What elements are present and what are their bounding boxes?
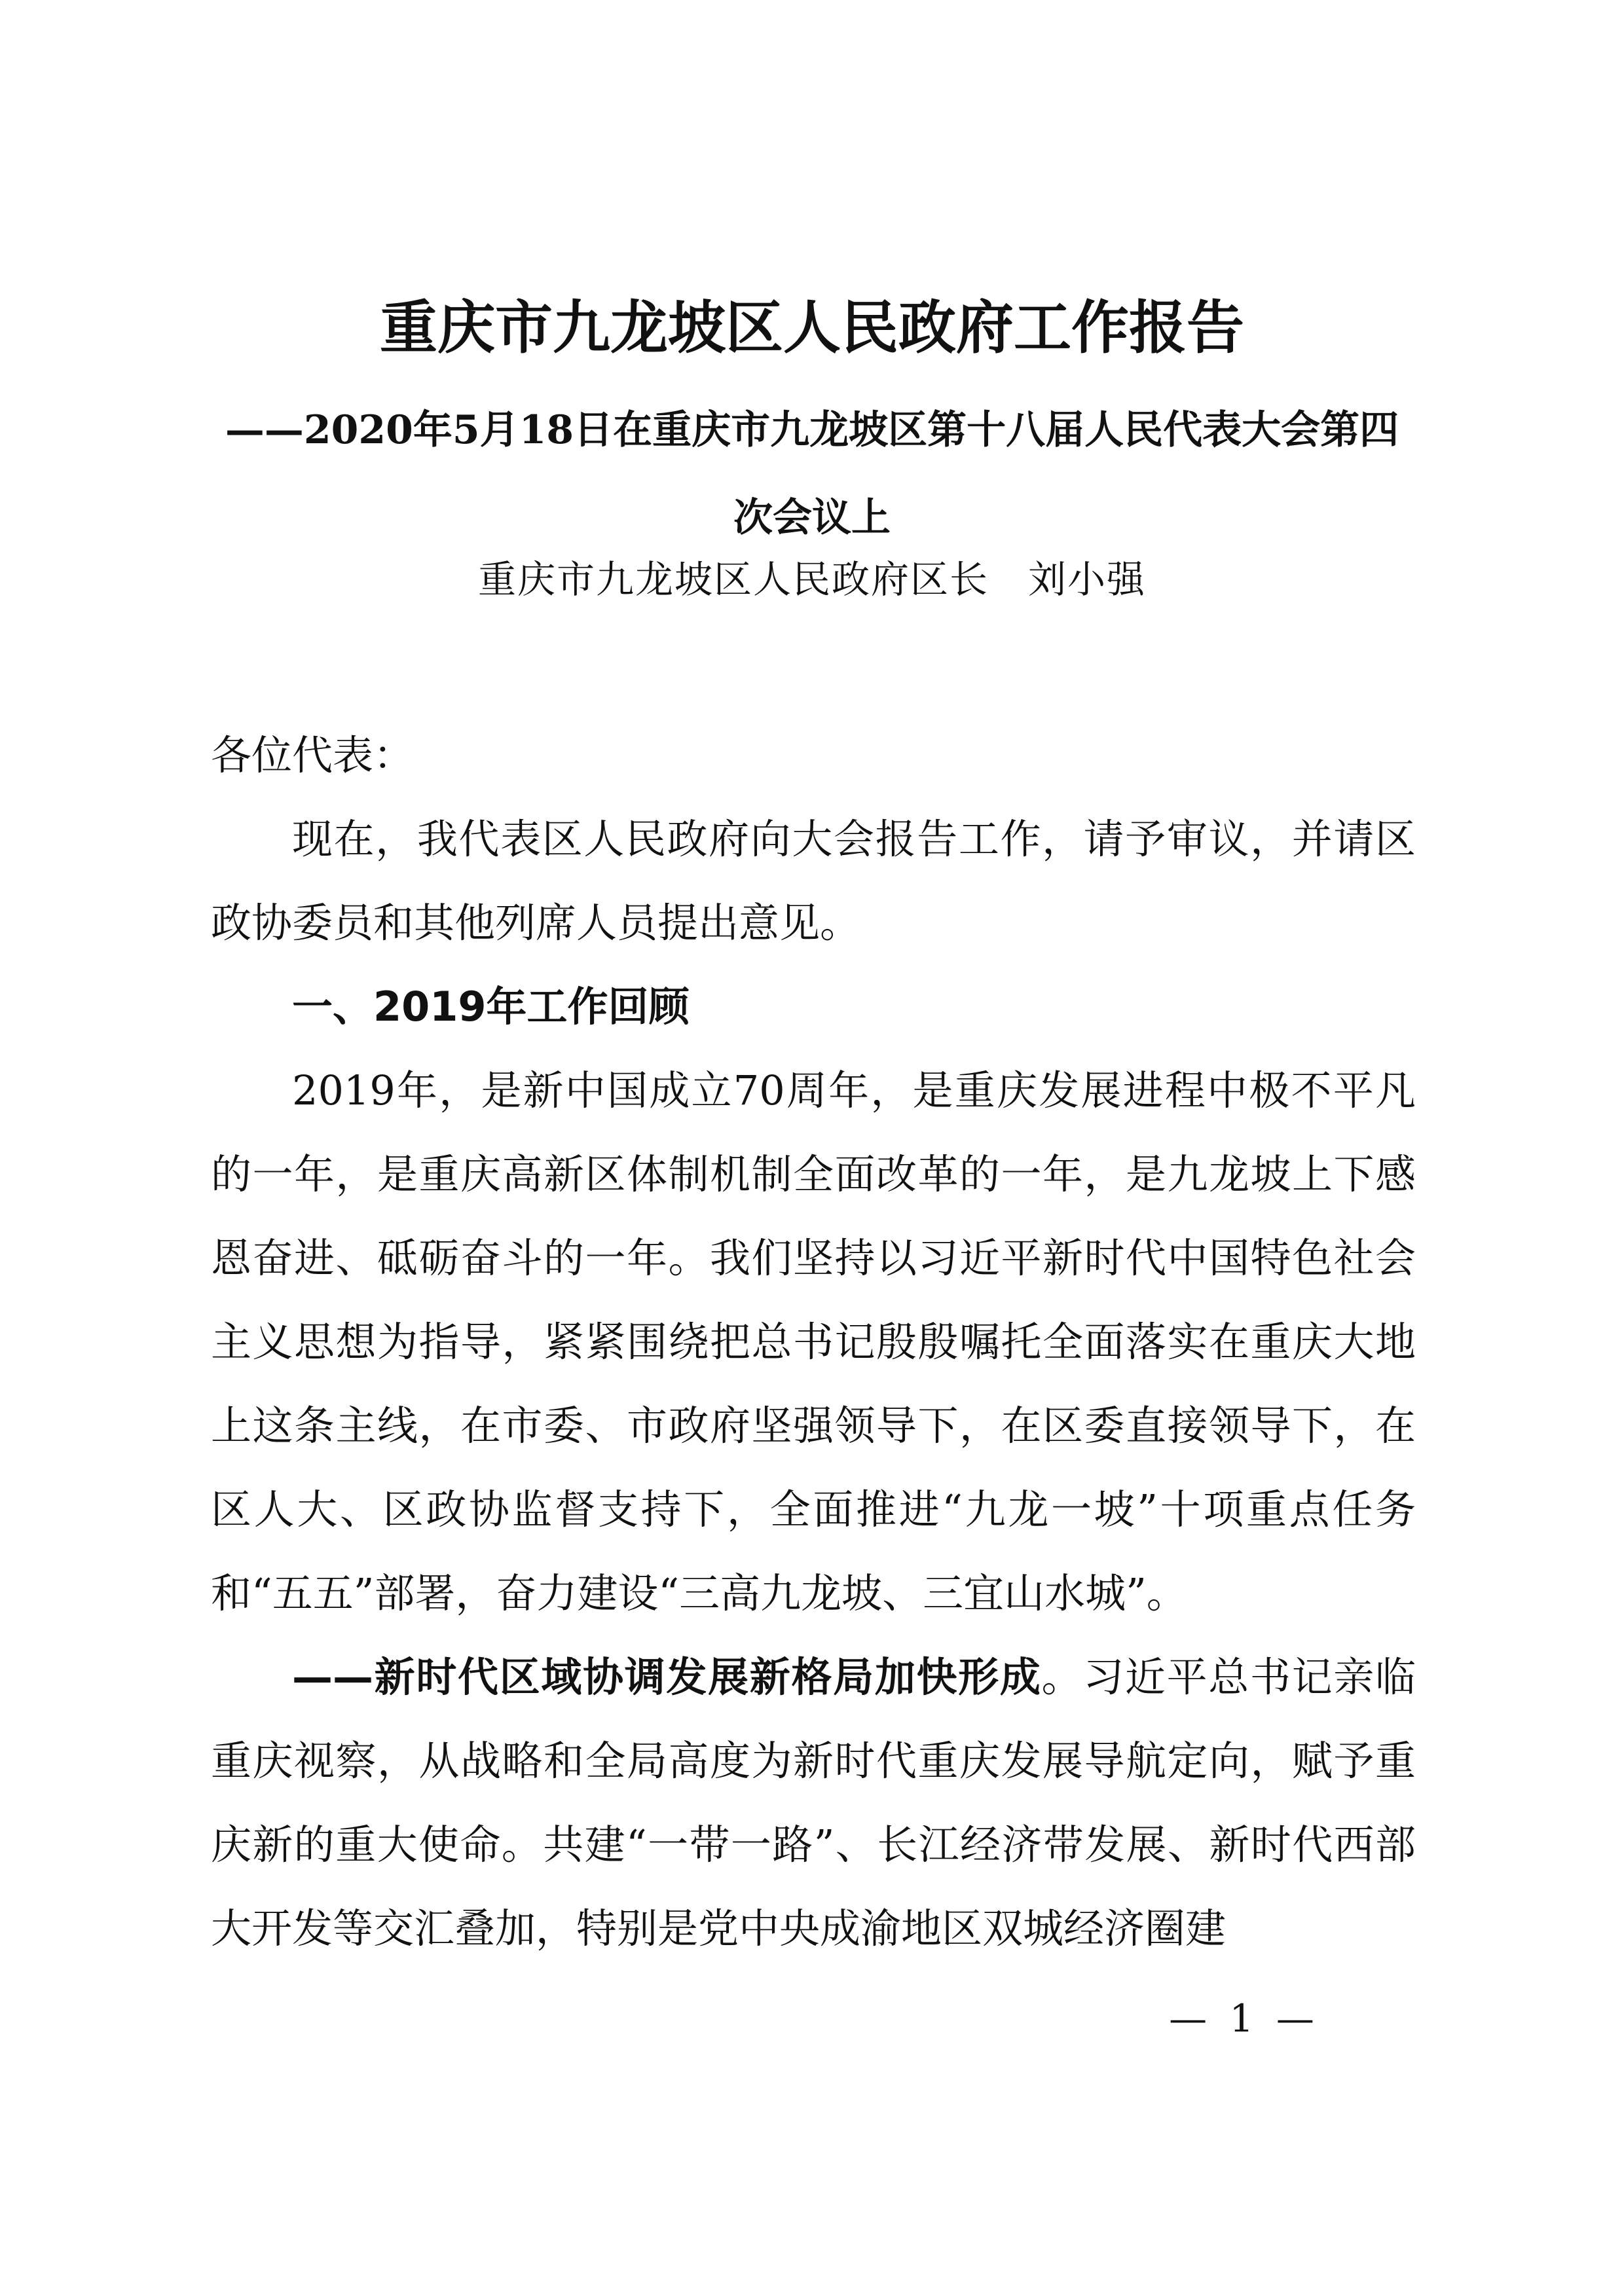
review-paragraph: 2019年，是新中国成立70周年，是重庆发展进程中极不平凡的一年，是重庆高新区体制机制全面改革的一年，是九龙坡上下感恩奋进、砥砺奋斗的一年。我们坚持以习近平新时代中国特色社会主义思想为指导，紧紧围绕把总书记殷殷嘱托全面落实在重庆大地上这条主线，在市委、市政府坚强领导下，在区委直接领导下，在区人大、区政协监督支持下，全面推进“九龙一坡”十项重点任务和“五五”部署，奋力建设“三高九龙坡、三宜山水城”。 [211,1066,1416,1617]
intro-paragraph: 现在，我代表区人民政府向大会报告工作，请予审议，并请区政协委员和其他列席人员提出意见。 [211,815,1416,947]
report-subtitle: ——2020年5月18日在重庆市九龙坡区第十八届人民代表大会第四次会议上 [225,407,1399,541]
report-title: 重庆市九龙坡区人民政府工作报告 [379,293,1244,361]
development-paragraph-text: 。习近平总书记亲临重庆视察，从战略和全局高度为新时代重庆发展导航定向，赋予重庆新的重大使命。共建“一带一路”、长江经济带发展、新时代西部大开发等交汇叠加，特别是党中央成渝地区双城经济圈建 [211,1653,1416,1952]
development-paragraph-lead: ——新时代区域协调发展新格局加快形成 [292,1653,1042,1701]
report-body [211,714,1416,1971]
salutation: 各位代表： [211,731,415,779]
page-number: — 1 — [1169,1996,1320,2041]
development-paragraph [211,1635,1416,1971]
report-author: 重庆市九龙坡区人民政府区长 刘小强 [477,557,1146,602]
section-heading: 一、2019年工作回顾 [292,983,690,1030]
